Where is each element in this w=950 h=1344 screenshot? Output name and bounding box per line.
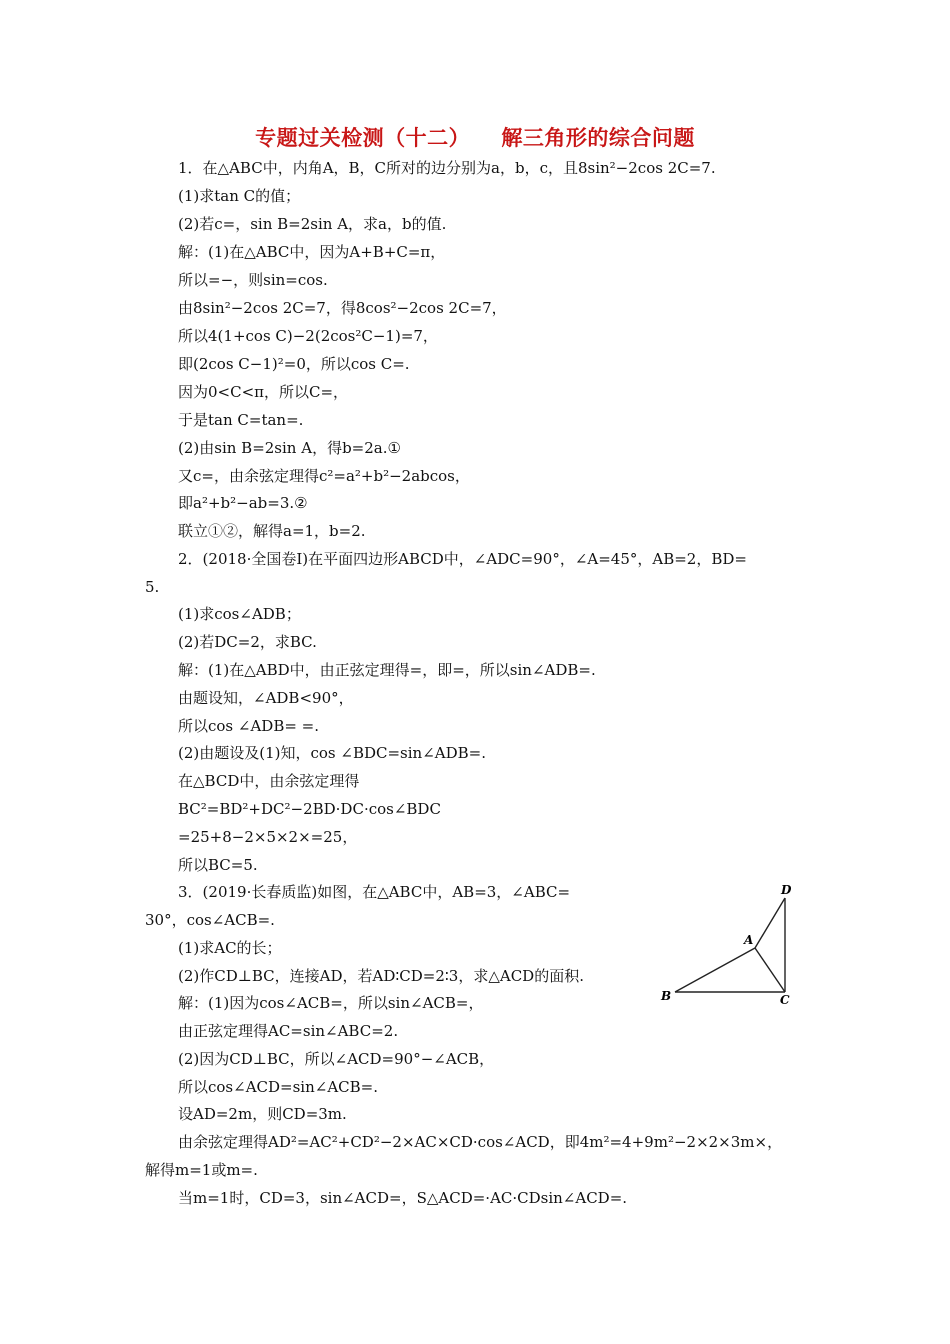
text-line: 又c=，由余弦定理得c²=a²+b²−2abcos， (178, 467, 470, 485)
text-line: 所以BC=5. (178, 856, 258, 874)
text-line: 于是tan C=tan=. (178, 411, 304, 429)
text-line: (2)由题设及(1)知，cos ∠BDC=sin∠ADB=. (178, 744, 486, 762)
text-line: (1)求tan C的值； (178, 187, 301, 205)
text-line: 30°，cos∠ACB=. (145, 911, 275, 929)
text-line: 解：(1)在△ABD中，由正弦定理得=，即=，所以sin∠ADB=. (178, 661, 596, 679)
triangle-figure (655, 880, 800, 1005)
text-line: 所以4(1+cos C)−2(2cos²C−1)=7， (178, 327, 438, 345)
text-line: 由题设知，∠ADB<90°， (178, 689, 354, 707)
segment-ab (675, 948, 755, 992)
vertex-label-a: A (744, 933, 754, 947)
text-line: (1)求cos∠ADB； (178, 605, 301, 623)
text-line: 由8sin²−2cos 2C=7，得8cos²−2cos 2C=7， (178, 299, 507, 317)
text-line: 当m=1时，CD=3，sin∠ACD=，S△ACD=·AC·CDsin∠ACD=. (178, 1189, 628, 1207)
text-line: 所以=−，则sin=cos. (178, 271, 328, 289)
segment-ac (755, 948, 785, 992)
text-line: (2)因为CD⊥BC，所以∠ACD=90°−∠ACB， (178, 1050, 495, 1068)
text-line: 所以cos∠ACD=sin∠ACB=. (178, 1078, 378, 1096)
page-title: 专题过关检测（十二） 解三角形的综合问题 (255, 126, 695, 150)
text-line: 即a²+b²−ab=3.② (178, 494, 308, 512)
text-line: 因为0<C<π，所以C=， (178, 383, 349, 401)
vertex-label-c: C (780, 993, 790, 1005)
text-line: 解：(1)因为cos∠ACB=，所以sin∠ACB=， (178, 994, 484, 1012)
text-line: 2．(2018·全国卷Ⅰ)在平面四边形ABCD中，∠ADC=90°，∠A=45°，AB=2，BD= (178, 550, 747, 568)
text-line: 联立①②，解得a=1，b=2. (178, 522, 366, 540)
text-line: 3．(2019·长春质监)如图，在△ABC中，AB=3，∠ABC= (178, 883, 571, 901)
text-line: 解：(1)在△ABC中，因为A+B+C=π， (178, 243, 446, 261)
text-line: (2)由sin B=2sin A，得b=2a.① (178, 439, 401, 457)
vertex-label-d: D (781, 883, 792, 897)
vertex-label-b: B (661, 989, 672, 1003)
text-line: 解得m=1或m=. (145, 1161, 258, 1179)
text-line: =25+8−2×5×2×=25， (178, 828, 358, 846)
text-line: 由余弦定理得AD²=AC²+CD²−2×AC×CD·cos∠ACD，即4m²=4+9m²−2×2×3m×， (178, 1133, 783, 1151)
text-line: (2)若c=，sin B=2sin A，求a，b的值. (178, 215, 447, 233)
text-line: 1．在△ABC中，内角A，B，C所对的边分别为a，b，c，且8sin²−2cos 2C=7. (178, 159, 716, 177)
text-line: 5. (145, 578, 160, 596)
text-line: (2)作CD⊥BC，连接AD，若AD∶CD=2∶3，求△ACD的面积. (178, 967, 584, 985)
text-line: 由正弦定理得AC=sin∠ABC=2. (178, 1022, 399, 1040)
text-line: (2)若DC=2，求BC. (178, 633, 317, 651)
segment-da (755, 898, 785, 948)
text-line: 在△BCD中，由余弦定理得 (178, 772, 360, 790)
text-line: (1)求AC的长； (178, 939, 282, 957)
text-line: 即(2cos C−1)²=0，所以cos C=. (178, 355, 410, 373)
text-line: BC²=BD²+DC²−2BD·DC·cos∠BDC (178, 800, 441, 818)
text-line: 设AD=2m，则CD=3m. (178, 1105, 347, 1123)
text-line: 所以cos ∠ADB= =. (178, 717, 320, 735)
